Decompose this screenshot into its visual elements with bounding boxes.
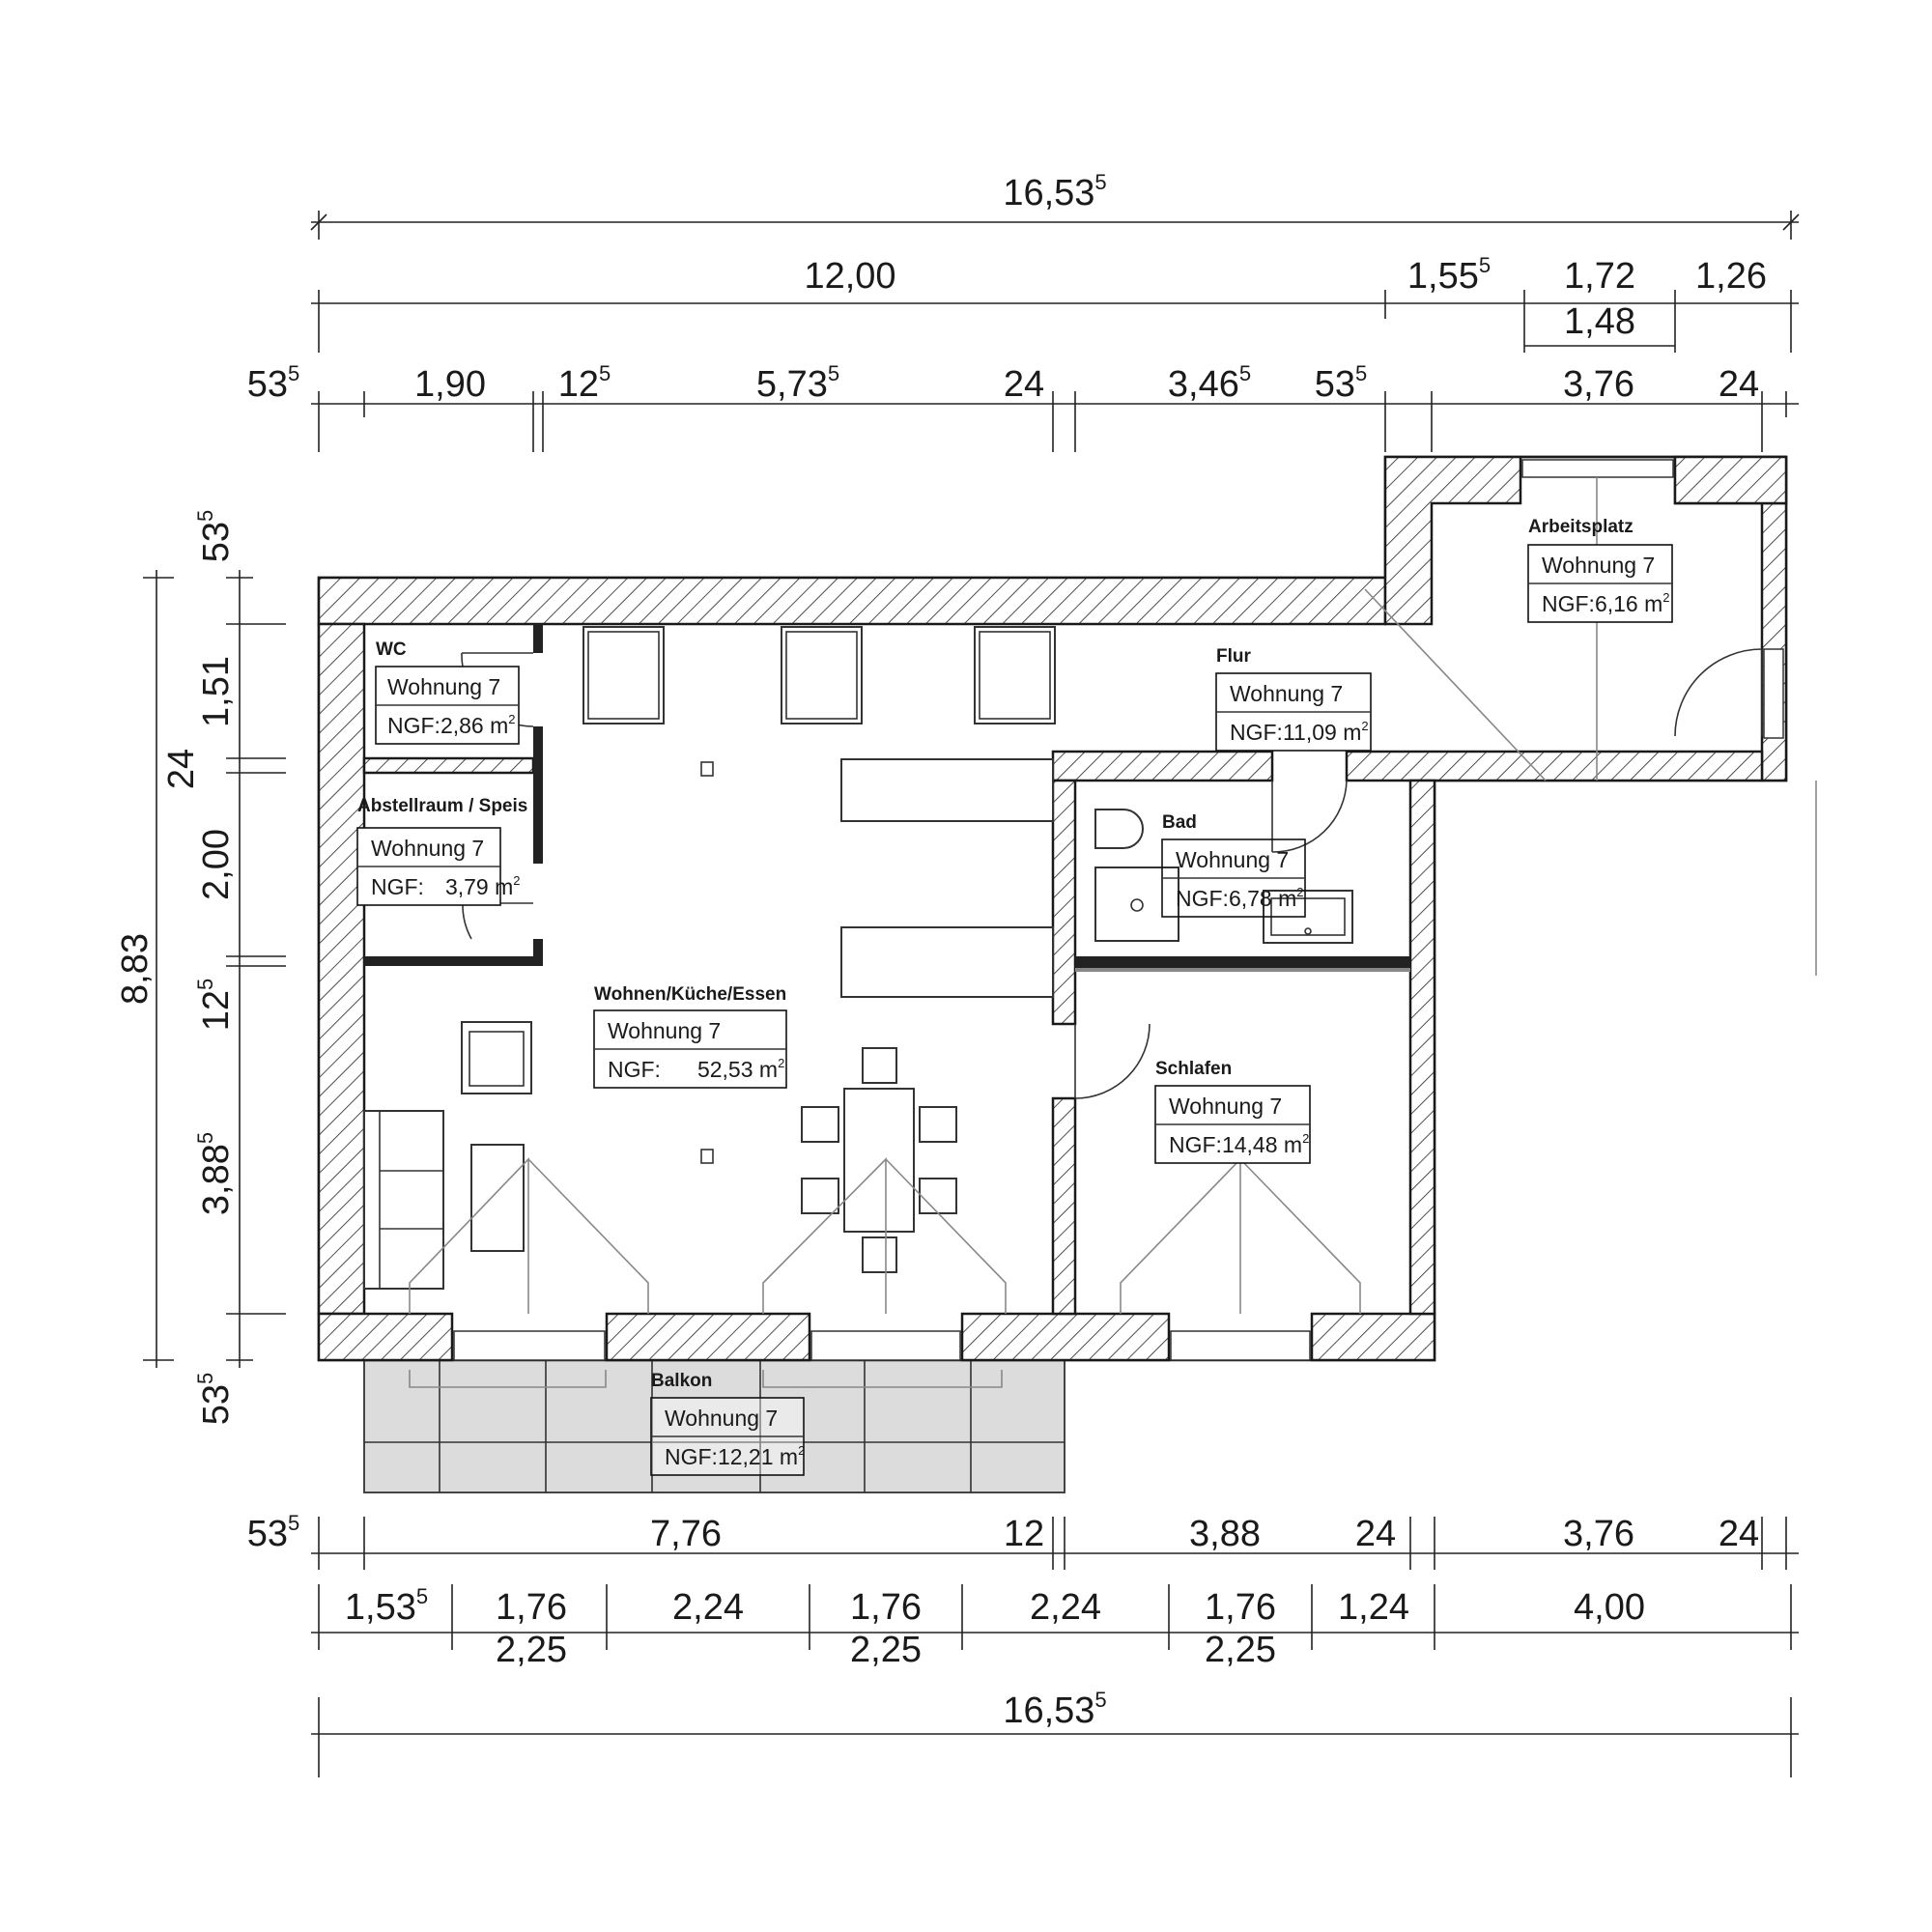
room-area-sup: 2	[508, 712, 516, 726]
room-area: 52,53 m	[696, 1057, 779, 1082]
svg-text:NGF:14,48 m2	[1169, 1131, 1309, 1157]
dim-top3-6: $53^5$	[1314, 361, 1368, 405]
dim-bot2-5: 1,76	[1205, 1587, 1276, 1628]
room-area-label: NGF:	[1230, 720, 1283, 745]
dim-top3-8: 24	[1718, 364, 1760, 405]
room-name: Abstellraum / Speis	[357, 796, 528, 816]
room-area-label: NGF:	[665, 1444, 718, 1469]
room-unit: Wohnung 7	[665, 1406, 779, 1431]
room-name: Wohnen/Küche/Essen	[594, 984, 787, 1005]
room-label-abstellraum	[357, 796, 527, 905]
dim-left-4: $12^5$	[193, 978, 237, 1032]
dim-top3-5: 3,46$^5$	[1167, 361, 1252, 405]
room-area-sup: 2	[1361, 719, 1369, 733]
dim-left-0: $53^5$	[193, 509, 237, 563]
dim-bot2-0: 1,53$^5$	[344, 1584, 429, 1628]
dim-bot2-under-0: 2,25	[496, 1630, 567, 1670]
dim-bot2-6: 1,24	[1338, 1587, 1409, 1628]
dim-top-1-48: 1,48	[1564, 301, 1635, 342]
room-area-label: NGF:	[371, 874, 424, 899]
room-area-label: NGF:	[1169, 1132, 1222, 1157]
dim-bot1-2: 12	[1003, 1514, 1045, 1554]
svg-text:NGF:6,78 m2	[1176, 885, 1304, 911]
dim-top3-2: $12^5$	[557, 361, 611, 405]
room-area-sup: 2	[778, 1056, 785, 1070]
room-name: Arbeitsplatz	[1528, 517, 1634, 537]
dim-top3-3: 5,73$^5$	[755, 361, 840, 405]
room-unit: Wohnung 7	[387, 674, 501, 699]
dim-bot1-3: 3,88	[1189, 1514, 1261, 1554]
room-unit: Wohnung 7	[1176, 847, 1290, 872]
room-area: 2,86 m	[440, 713, 509, 738]
dim-left-1: 1,51	[196, 656, 237, 727]
room-label-arbeitsplatz	[1528, 517, 1672, 622]
room-area: 14,48 m	[1221, 1132, 1303, 1157]
room-area-label: NGF:	[608, 1057, 661, 1082]
room-unit: Wohnung 7	[1169, 1094, 1283, 1119]
svg-text:NGF:3,79 m2	[371, 873, 521, 899]
room-label-flur	[1216, 646, 1371, 751]
room-area: 6,16 m	[1594, 591, 1663, 616]
svg-text:NGF:6,16 m2	[1542, 590, 1670, 616]
dim-bot2-under-1: 2,25	[850, 1630, 922, 1670]
room-area-sup: 2	[798, 1443, 806, 1458]
dim-top3-0: $53^5$	[246, 361, 300, 405]
dim-top-1-72: 1,72	[1564, 256, 1635, 297]
room-label-bad	[1162, 812, 1305, 917]
room-unit: Wohnung 7	[1542, 553, 1656, 578]
room-name: Bad	[1162, 812, 1197, 833]
dim-top-1-55: 1,55$^5$	[1406, 253, 1492, 297]
dim-top3-4: 24	[1003, 364, 1045, 405]
dim-bot2-4: 2,24	[1030, 1587, 1101, 1628]
dim-bot2-1: 1,76	[496, 1587, 567, 1628]
room-name: Schlafen	[1155, 1059, 1233, 1079]
room-area: 12,21 m	[717, 1444, 799, 1469]
dim-left-total: 8,83	[115, 933, 156, 1005]
dim-bot1-6: 24	[1718, 1514, 1760, 1554]
svg-text:NGF:2,86 m2	[387, 712, 516, 738]
room-label-wohnen	[594, 984, 786, 1088]
room-area-sup: 2	[1296, 885, 1304, 899]
dim-top3-7: 3,76	[1563, 364, 1634, 405]
dim-bottom-total: 16,53$^5$	[1003, 1688, 1107, 1731]
room-area: 11,09 m	[1282, 720, 1362, 745]
room-area: 6,78 m	[1228, 886, 1297, 911]
dim-bot2-under-2: 2,25	[1205, 1630, 1276, 1670]
dim-bot2-2: 2,24	[672, 1587, 744, 1628]
dim-bot2-7: 4,00	[1574, 1587, 1645, 1628]
svg-text:NGF:12,21 m2	[665, 1443, 805, 1469]
dim-bot2-3: 1,76	[850, 1587, 922, 1628]
room-unit: Wohnung 7	[371, 836, 485, 861]
dim-left-6: $53^5$	[193, 1372, 237, 1426]
room-unit: Wohnung 7	[608, 1018, 722, 1043]
room-area-label: NGF:	[1542, 591, 1595, 616]
svg-text:NGF:11,09 m2	[1230, 719, 1369, 745]
room-name: Balkon	[651, 1371, 713, 1391]
room-area-sup: 2	[1662, 590, 1670, 605]
room-name: Flur	[1216, 646, 1251, 667]
dim-bot1-4: 24	[1354, 1514, 1397, 1554]
dim-left-3: 2,00	[196, 829, 237, 900]
dim-left-2: 24	[161, 748, 202, 790]
room-area-sup: 2	[513, 873, 521, 888]
dim-bot1-0: $53^5$	[246, 1511, 300, 1554]
room-area-label: NGF:	[387, 713, 440, 738]
dim-top3-1: 1,90	[414, 364, 486, 405]
dim-bot1-5: 3,76	[1563, 1514, 1634, 1554]
dim-top-12-00: 12,00	[804, 256, 896, 297]
room-area-label: NGF:	[1176, 886, 1229, 911]
dim-top-1-26: 1,26	[1695, 256, 1767, 297]
room-area-sup: 2	[1302, 1131, 1310, 1146]
dim-bot1-1: 7,76	[650, 1514, 722, 1554]
room-unit: Wohnung 7	[1230, 681, 1344, 706]
dim-left-5: 3,88$^5$	[193, 1131, 237, 1216]
room-label-wc	[376, 639, 519, 744]
room-label-schlafen	[1155, 1059, 1310, 1163]
dim-top-total: 16,53$^5$	[1003, 170, 1107, 213]
room-area: 3,79 m	[444, 874, 514, 899]
room-name: WC	[376, 639, 407, 660]
